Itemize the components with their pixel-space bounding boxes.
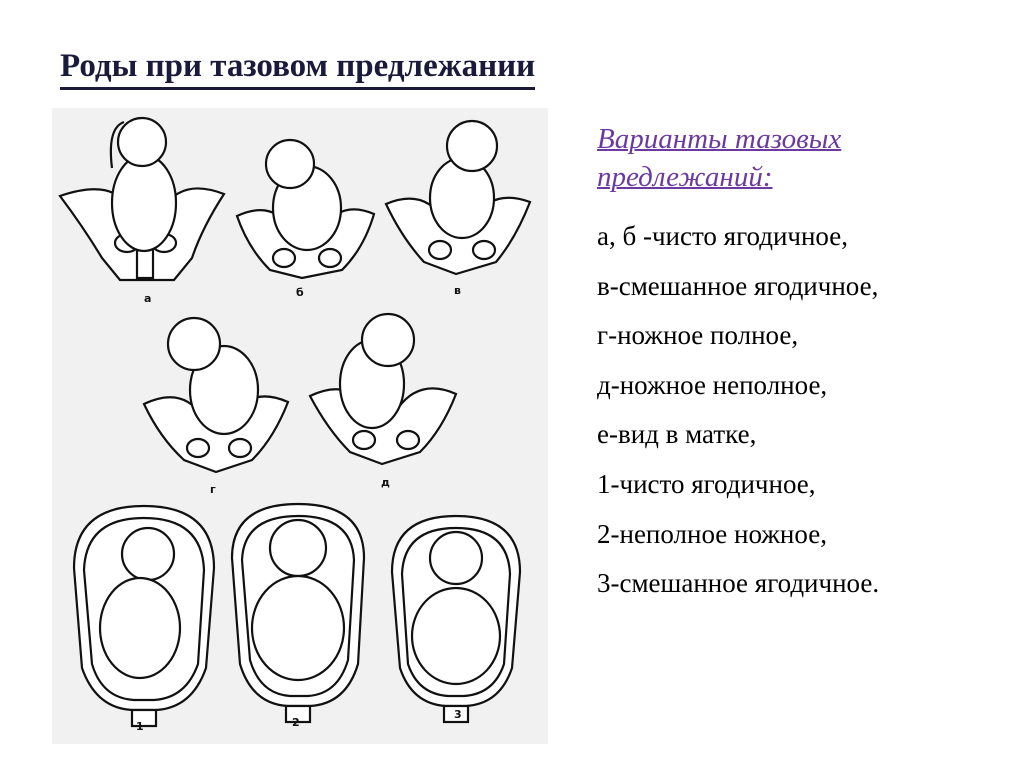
list-item: 3-смешанное ягодичное. [597,568,880,599]
label-b: б [296,286,304,299]
label-d: д [381,476,390,489]
breech-presentation-illustration [52,108,548,744]
label-2: 2 [292,716,300,729]
fetus-g [144,318,288,472]
label-v: в [454,284,461,297]
list-item: а, б -чисто ягодичное, [597,221,848,251]
label-g: г [210,483,216,496]
label-3: 3 [454,708,462,721]
illustration-svg [52,108,548,744]
list-item: 1-чисто ягодичное, [597,468,816,499]
fetus-a [60,118,224,280]
uterus-2 [232,504,364,722]
uterus-1 [74,506,214,726]
label-1: 1 [136,720,144,733]
list-item: г-ножное полное, [597,320,799,351]
fetus-b [237,140,374,278]
subtitle [597,120,841,196]
subtitle-line-1: Варианты тазовых [597,123,842,155]
list-item: д-ножное неполное, [597,369,828,400]
label-a: а [144,292,152,305]
fetus-d [310,314,456,464]
uterus-3 [392,516,520,722]
subtitle-line-2: предлежаний: [597,161,773,193]
list-item: в-смешанное ягодичное, [597,270,879,301]
variants-list [597,212,879,609]
list-item: 2-неполное ножное, [597,518,827,549]
list-item: е-вид в матке, [597,419,757,450]
slide-title: Роды при тазовом предлежании [60,48,535,90]
fetus-v [386,121,530,274]
